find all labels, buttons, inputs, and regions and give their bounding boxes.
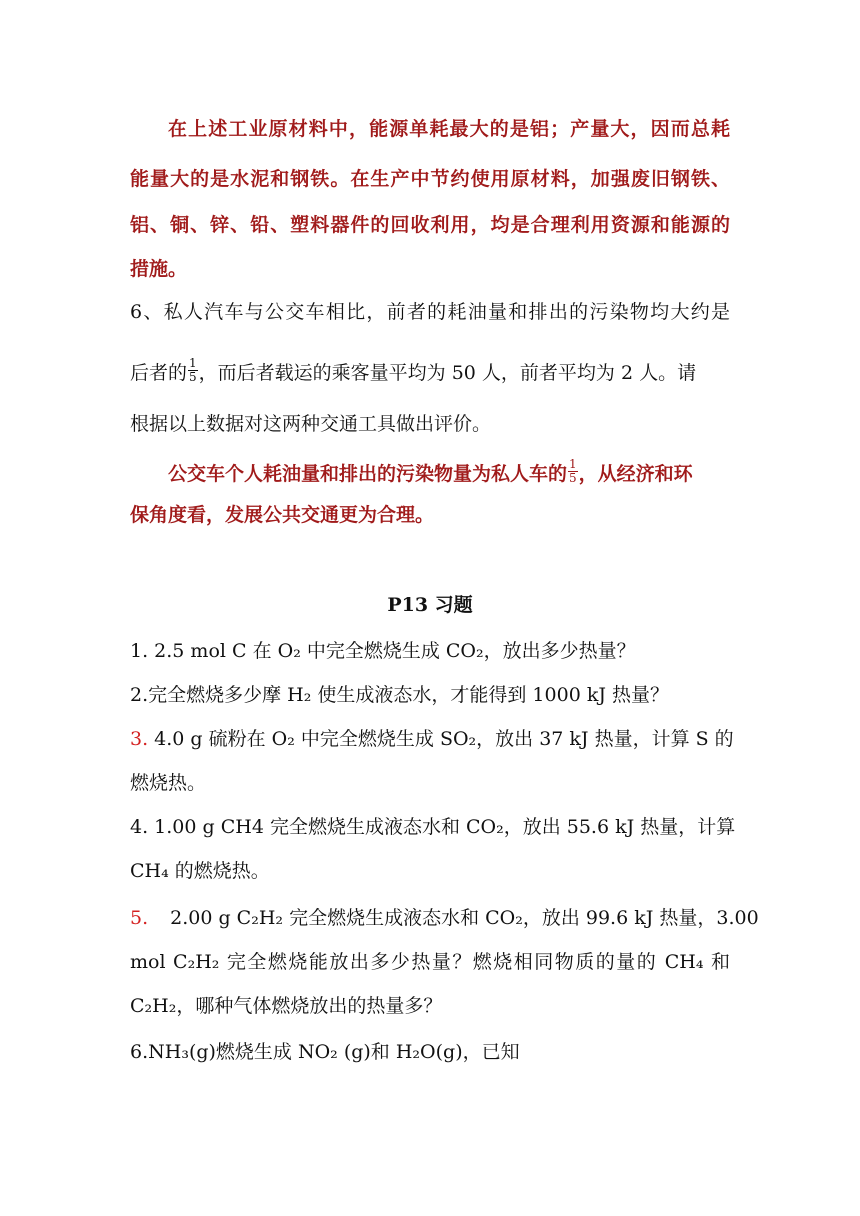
exercise-3-text: 4.0 g 硫粉在 O₂ 中完全燃烧生成 SO₂，放出 37 kJ 热量，计算 S 的 bbox=[148, 728, 734, 750]
exercise-6: 6.NH₃(g)燃烧生成 NO₂ (g)和 H₂O(g)，已知 bbox=[130, 1041, 520, 1063]
q6-fraction bbox=[188, 357, 198, 384]
answer6-line-1 bbox=[130, 456, 768, 489]
exercise-1: 1. 2.5 mol C 在 O₂ 中完全燃烧生成 CO₂，放出多少热量？ bbox=[130, 640, 636, 662]
exercise-3-line-2: 燃烧热。 bbox=[130, 772, 207, 794]
answer6-fraction bbox=[568, 458, 578, 485]
exercise-4-line-2: CH₄ 的燃烧热。 bbox=[130, 860, 270, 882]
q6-line-1: 6、私人汽车与公交车相比，前者的耗油量和排出的污染物均大约是 bbox=[130, 301, 730, 323]
answer1-line-2: 能量大的是水泥和钢铁。在生产中节约使用原材料，加强废旧钢铁、 bbox=[130, 168, 730, 190]
answer6-line-2: 保角度看，发展公共交通更为合理。 bbox=[130, 504, 435, 526]
answer1-line-1: 在上述工业原材料中，能源单耗最大的是铝；产量大，因而总耗 bbox=[168, 118, 730, 140]
q6-line-3: 根据以上数据对这两种交通工具做出评价。 bbox=[130, 413, 492, 435]
answer1-line-3: 铝、铜、锌、铅、塑料器件的回收利用，均是合理利用资源和能源的 bbox=[130, 214, 730, 236]
exercise-5-text: 2.00 g C₂H₂ 完全燃烧生成液态水和 CO₂，放出 99.6 kJ 热量，3.00 bbox=[170, 907, 759, 929]
section-title: P13 习题 bbox=[387, 594, 473, 616]
exercise-3-line-1 bbox=[130, 724, 734, 751]
exercise-2: 2.完全燃烧多少摩 H₂ 使生成液态水，才能得到 1000 kJ 热量？ bbox=[130, 684, 669, 706]
exercise-5-line-3: C₂H₂，哪种气体燃烧放出的热量多？ bbox=[130, 995, 443, 1017]
q6-line-2 bbox=[130, 355, 730, 388]
exercise-4-line-1: 4. 1.00 g CH4 完全燃烧生成液态水和 CO₂，放出 55.6 kJ 热量，计算 bbox=[130, 816, 736, 838]
answer6-line-1-post: ，从经济和环 bbox=[578, 463, 693, 485]
exercise-5-number: 5. bbox=[130, 907, 149, 929]
q6-frac-num: 1 bbox=[189, 355, 197, 370]
answer6-frac-den: 5 bbox=[569, 470, 577, 485]
answer6-line-1-pre: 公交车个人耗油量和排出的污染物量为私人车的 bbox=[168, 463, 568, 485]
exercise-5-line-1 bbox=[130, 903, 759, 930]
exercise-5-line-2: mol C₂H₂ 完全燃烧能放出多少热量？燃烧相同物质的量的 CH₄ 和 bbox=[130, 951, 730, 973]
exercise-3-number: 3. bbox=[130, 728, 149, 750]
q6-line-2-post: ，而后者载运的乘客量平均为 50 人，前者平均为 2 人。请 bbox=[198, 362, 697, 384]
answer1-line-4: 措施。 bbox=[130, 258, 188, 280]
q6-line-2-pre: 后者的 bbox=[130, 362, 188, 384]
q6-frac-den: 5 bbox=[189, 369, 197, 384]
answer6-frac-num: 1 bbox=[569, 456, 577, 471]
